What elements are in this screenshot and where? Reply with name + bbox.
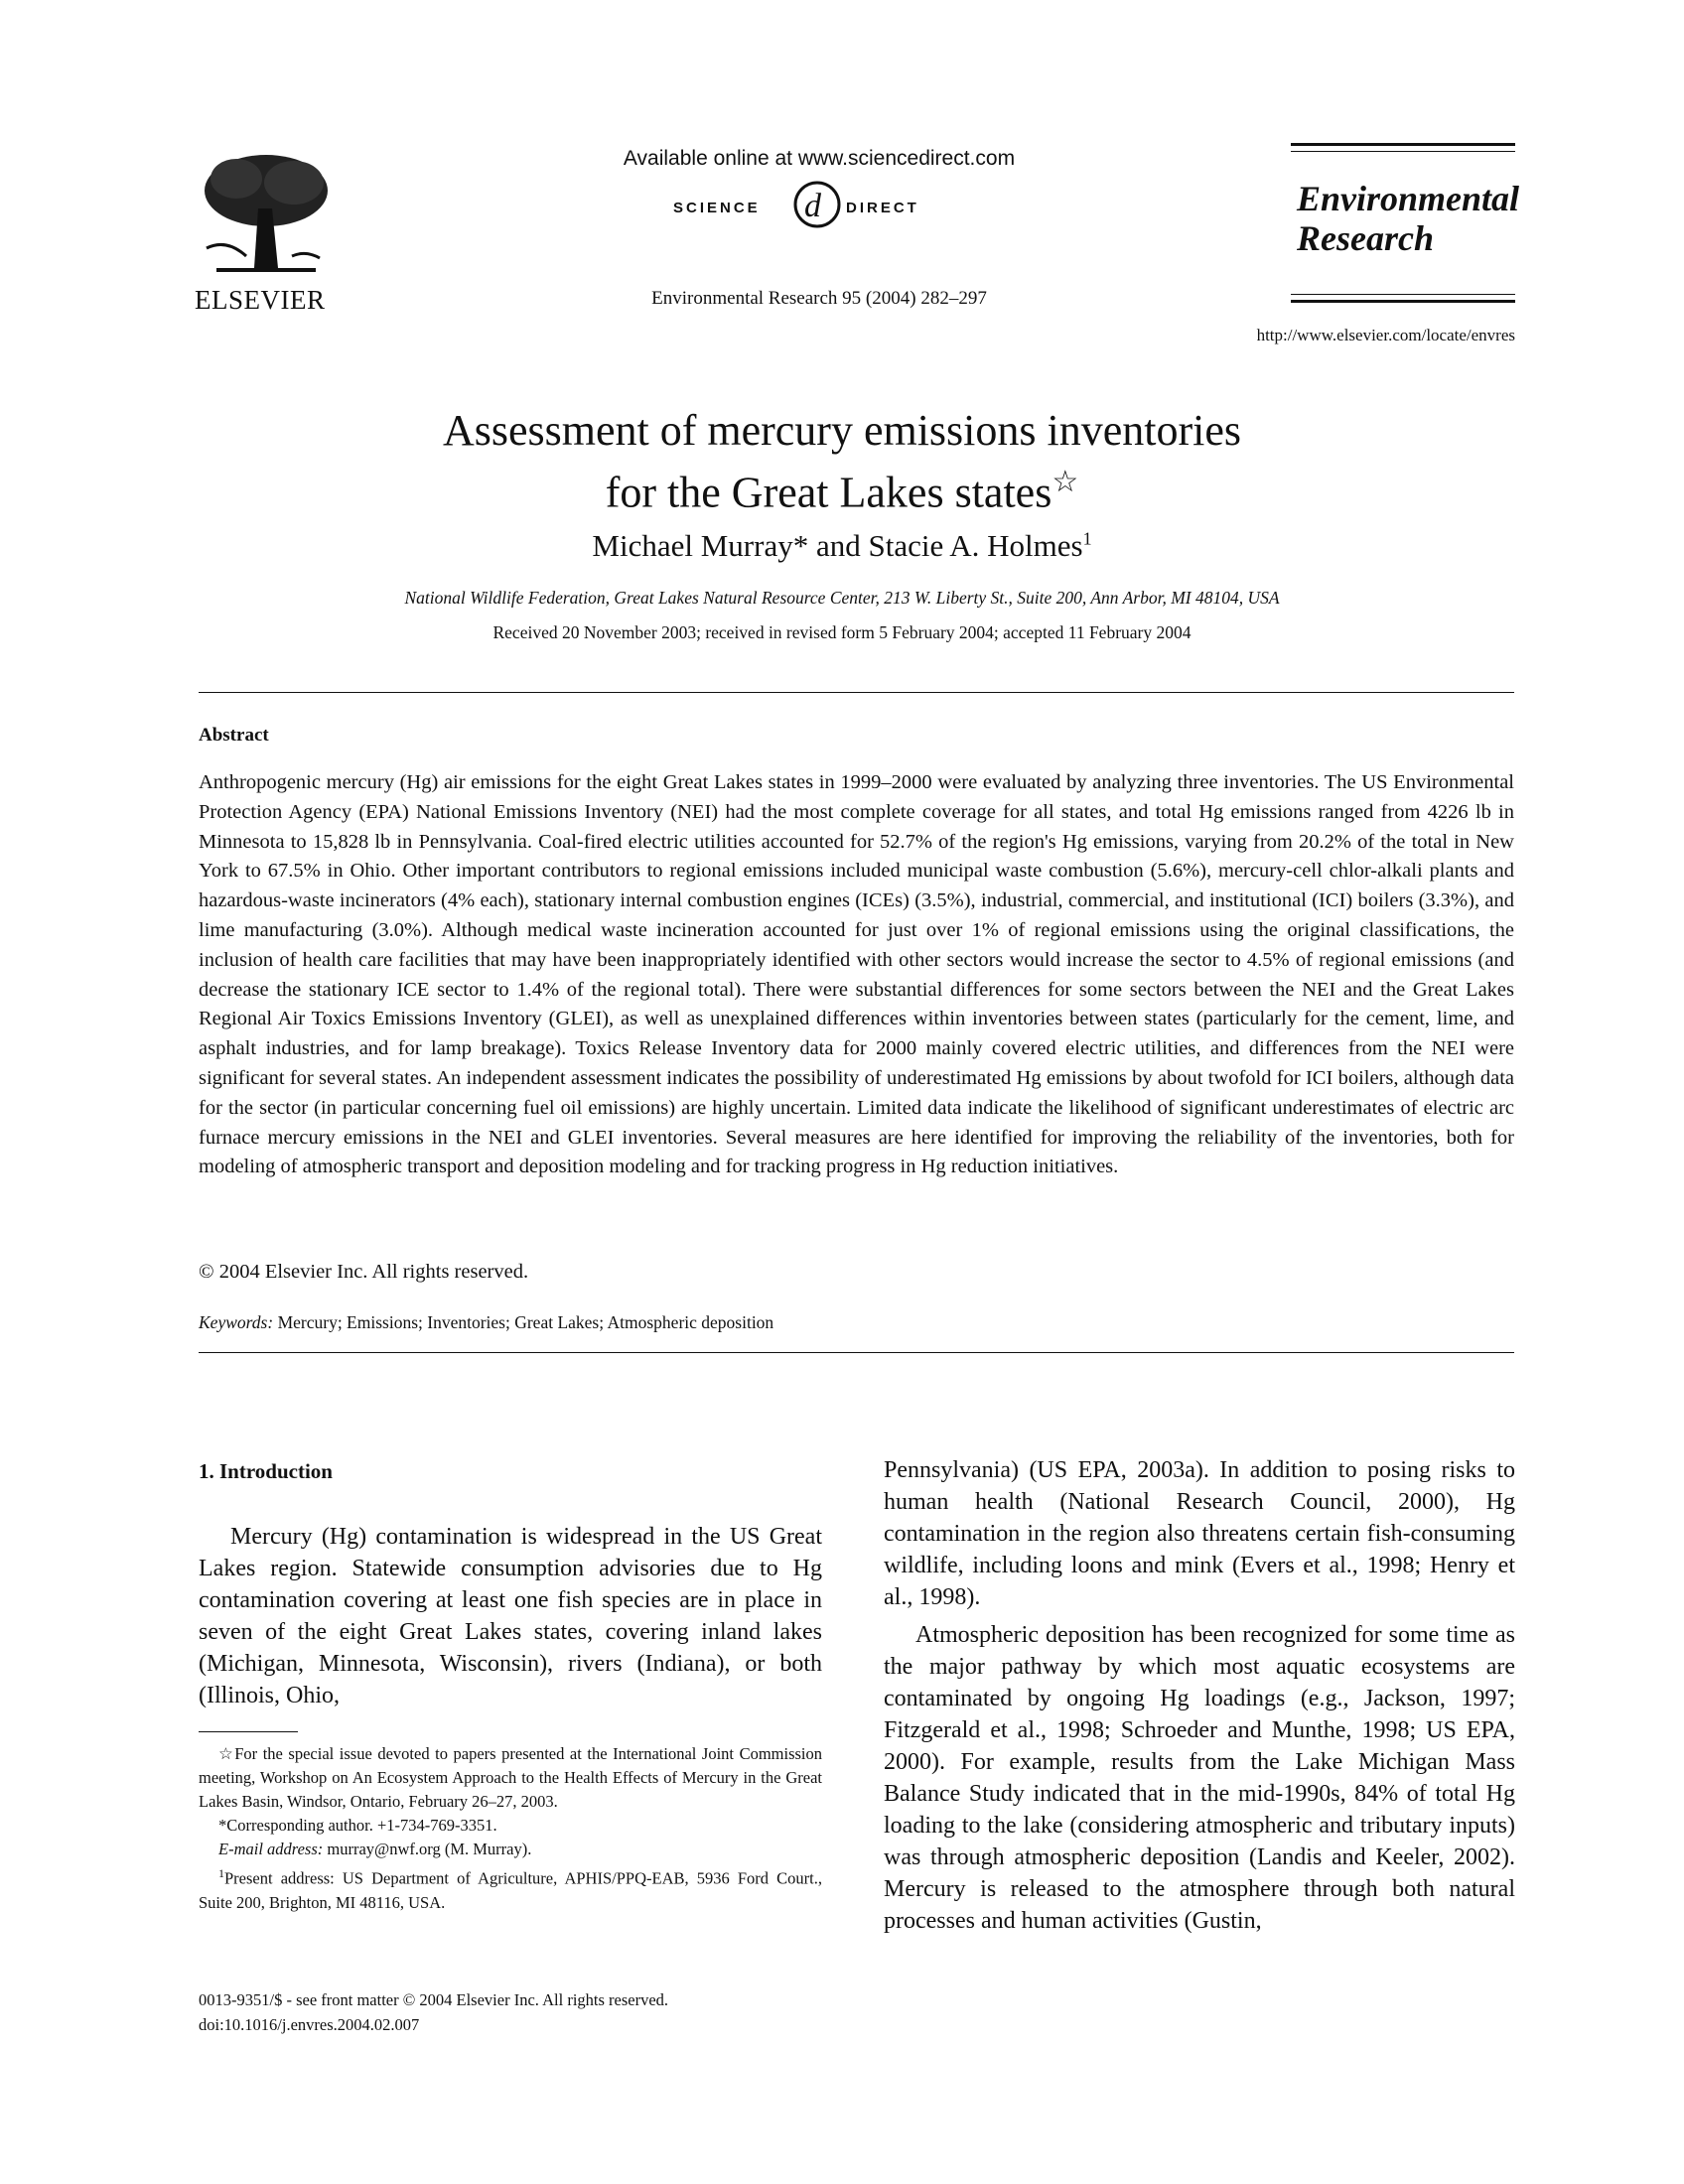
intro-paragraph-1: Mercury (Hg) contamination is widespread in the US Great Lakes region. Statewide consumption advisories due to Hg contamination covering at least one fish species are in place in seven of the eight Great Lakes states, covering inland lakes (Michigan, Minnesota, Wisconsin), rivers (Indiana), or both (Illinois, Ohio,	[199, 1524, 822, 1708]
journal-rule	[1291, 300, 1515, 303]
elsevier-tree-logo	[197, 149, 336, 278]
received-dates: Received 20 November 2003; received in revised form 5 February 2004; accepted 11 February 2004	[492, 622, 1192, 642]
footnote-star: For the special issue devoted to papers presented at the International Joint Commission meeting, Workshop on An Ecosystem Approach to the Health Effects of Mercury in the Great Lakes Basin, Windsor, Ontario, February 26–27, 2003.	[199, 1744, 823, 1811]
footnote-rule	[199, 1731, 298, 1732]
doi-link[interactable]: doi:10.1016/j.envres.2004.02.007	[199, 2015, 420, 2034]
footnote-star-mark: ☆	[218, 1744, 235, 1763]
email-link[interactable]: murray@nwf.org (M. Murray).	[327, 1840, 532, 1858]
intro-paragraph-1-continued: Pennsylvania) (US EPA, 2003a). In addition to posing risks to human health (National Research Council, 2000), Hg contamination in the region also threatens certain fish-consuming wildlife, including loons and mink (Evers et al., 1998; Henry et al., 1998).	[884, 1457, 1515, 1610]
journal-name-line2: Research	[1297, 218, 1434, 258]
svg-text:d: d	[804, 188, 821, 224]
sciencedirect-logo	[635, 175, 1013, 234]
footnote-1-mark: 1	[218, 1866, 224, 1880]
available-online-text: Available online at www.sciencedirect.com	[623, 147, 1016, 170]
issn-line: 0013-9351/$ - see front matter © 2004 Elsevier Inc. All rights reserved.	[199, 1990, 669, 2009]
section-divider	[199, 1352, 1514, 1353]
front-matter-info	[199, 1987, 668, 2037]
journal-rule	[1291, 143, 1515, 146]
right-column	[884, 1454, 1515, 1937]
journal-url-link[interactable]: http://www.elsevier.com/locate/envres	[1256, 326, 1515, 344]
keywords-label: Keywords:	[199, 1312, 274, 1332]
title-line-2: for the Great Lakes states	[605, 468, 1052, 517]
abstract-copyright: © 2004 Elsevier Inc. All rights reserved.	[199, 1261, 529, 1283]
authors-text: Michael Murray* and Stacie A. Holmes	[592, 528, 1083, 563]
footnote-1: Present address: US Department of Agriculture, APHIS/PPQ-EAB, 5936 Ford Court., Suite 200, Brighton, MI 48116, USA.	[199, 1868, 822, 1912]
journal-citation: Environmental Research 95 (2004) 282–297	[651, 288, 987, 309]
journal-name	[1297, 179, 1519, 258]
abstract-heading: Abstract	[199, 725, 269, 746]
article-title	[199, 405, 1485, 519]
section-divider	[199, 692, 1514, 693]
journal-rule	[1291, 294, 1515, 295]
affiliation: National Wildlife Federation, Great Lakes Natural Resource Center, 213 W. Liberty St., Suite 200, Ann Arbor, MI 48104, USA	[404, 588, 1280, 608]
sciencedirect-left-text: SCIENCE	[673, 200, 761, 216]
email-label: E-mail address:	[218, 1840, 324, 1858]
keywords-list: Mercury; Emissions; Inventories; Great Lakes; Atmospheric deposition	[277, 1312, 774, 1332]
publisher-name: ELSEVIER	[195, 285, 326, 315]
keywords	[199, 1312, 773, 1333]
author-footnote-mark[interactable]: 1	[1082, 528, 1092, 549]
intro-paragraph-2: Atmospheric deposition has been recognized for some time as the major pathway by which most aquatic ecosystems are contaminated by ongoing Hg loadings (e.g., Jackson, 1997; Fitzgerald et al., 1998; Schroeder and Munthe, 1998; US EPA, 2000). For example, results from the Lake Michigan Mass Balance Study indicated that in the mid-1990s, 84% of total Hg loading to the lake (considering atmospheric and tributary inputs) was through atmospheric deposition (Landis and Keeler, 2002). Mercury is released to the atmosphere through both natural processes and human activities (Gustin,	[884, 1622, 1515, 1934]
sciencedirect-right-text: DIRECT	[846, 200, 919, 216]
author-list	[199, 528, 1485, 564]
journal-name-line1: Environmental	[1297, 179, 1520, 218]
section-heading-introduction: 1. Introduction	[199, 1459, 333, 1483]
title-footnote-mark[interactable]: ☆	[1052, 466, 1079, 498]
footnote-corresponding: *Corresponding author. +1-734-769-3351.	[218, 1816, 497, 1835]
abstract-body: Anthropogenic mercury (Hg) air emissions for the eight Great Lakes states in 1999–2000 were evaluated by analyzing three inventories. The US Environmental Protection Agency (EPA) National Emissions Inventory (NEI) had the most complete coverage for all states, and total Hg emissions ranged from 4226 lb in Minnesota to 15,828 lb in Pennsylvania. Coal-fired electric utilities accounted for 52.7% of the region's Hg emissions, varying from 20.2% of the total in New York to 67.5% in Ohio. Other important contributors to regional emissions included municipal waste combustion (5.6%), mercury-cell chlor-alkali plants and hazardous-waste incinerators (4% each), stationary internal combustion engines (ICEs) (3.5%), industrial, commercial, and institutional (ICI) boilers (3.3%), and lime manufacturing (3.0%). Although medical waste incineration accounted for just over 1% of regional emissions using the original classifications, the inclusion of health care facilities that may have been inappropriately identified with other sectors would increase the sector to 4.5% of regional emissions (and decrease the stationary ICE sector to 1.4% of the regional total). There were substantial differences for some sectors between the NEI and the Great Lakes Regional Air Toxics Emissions Inventory (GLEI), as well as unexplained differences within inventories between states (particularly for the cement, lime, and asphalt industries, and for lamp breakage). Toxics Release Inventory data for 2000 mainly covered electric utilities, and differences from the NEI were significant for several states. An independent assessment indicates the possibility of underestimated Hg emissions by about twofold for ICI boilers, although data for the sector (in particular concerning fuel oil emissions) are highly uncertain. Limited data indicate the likelihood of significant underestimates of electric arc furnace mercury emissions in the NEI and GLEI inventories. Several measures are here identified for improving the reliability of the inventories, both for modeling of atmospheric transport and deposition modeling and for tracking progress in Hg reduction initiatives.	[199, 771, 1514, 1178]
footnotes	[199, 1742, 822, 1915]
title-line-1: Assessment of mercury emissions inventories	[442, 406, 1242, 455]
journal-rule	[1291, 151, 1515, 152]
